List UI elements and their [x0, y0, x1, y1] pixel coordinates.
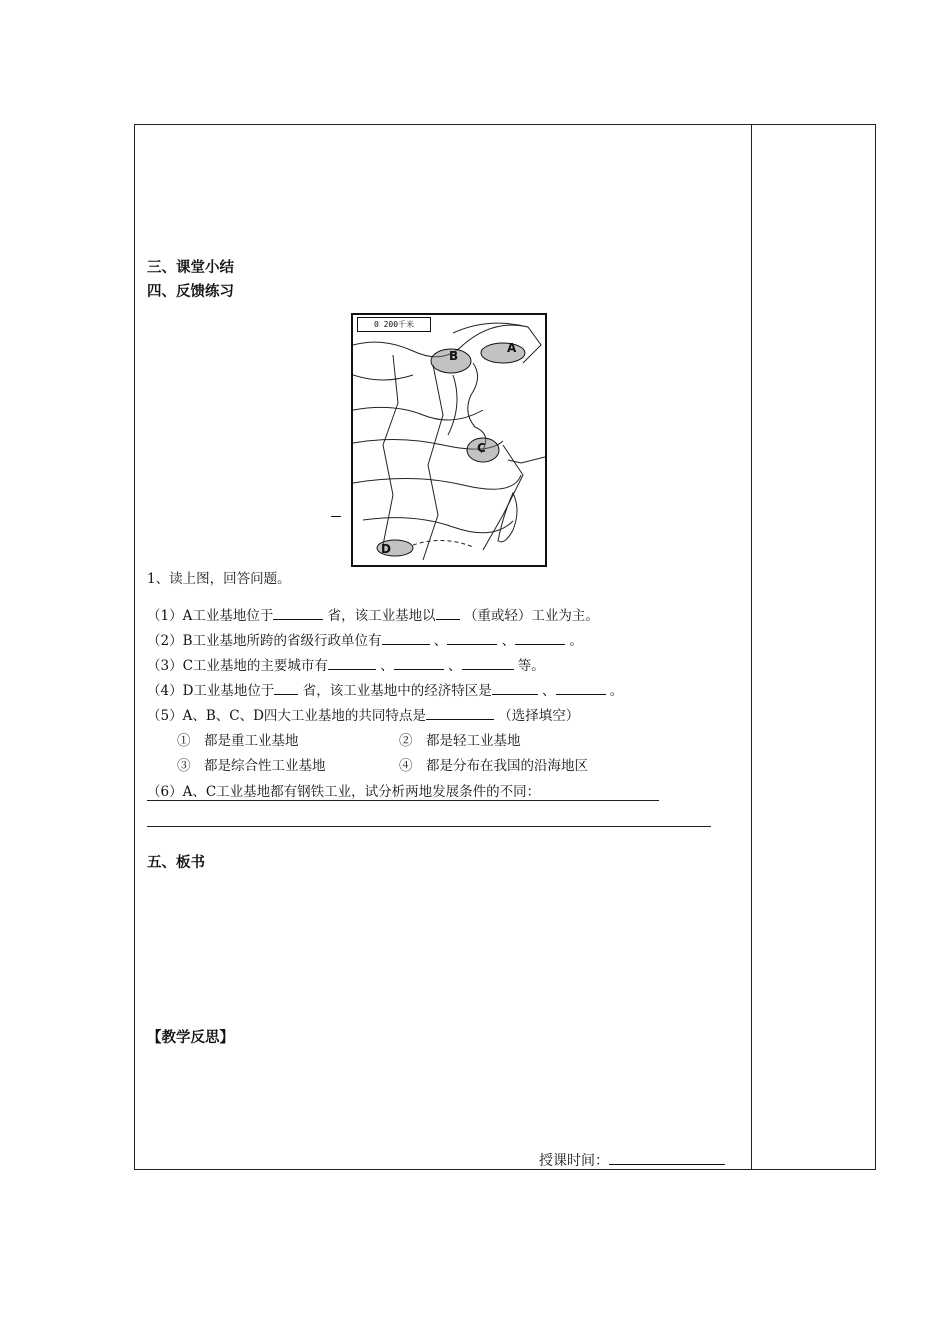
answer-blank[interactable]	[274, 682, 298, 695]
map-label-b: B	[449, 349, 459, 363]
question-intro: 1、读上图，回答问题。	[147, 571, 291, 587]
lesson-plan-frame	[134, 124, 876, 1170]
section-summary: 三、课堂小结	[147, 259, 234, 276]
answer-blank[interactable]	[492, 682, 538, 695]
map-scale: 0 200千米	[357, 317, 431, 332]
answer-blank[interactable]	[273, 607, 323, 620]
answer-line[interactable]	[147, 800, 659, 801]
answer-blank[interactable]	[382, 632, 430, 645]
question-4: （4）D工业基地位于 省，该工业基地中的经济特区是 、 。	[147, 683, 624, 699]
answer-blank[interactable]	[328, 657, 376, 670]
answer-blank[interactable]	[426, 707, 494, 720]
answer-blank[interactable]	[436, 607, 460, 620]
question-2: （2）B工业基地所跨的省级行政单位有 、 、 。	[147, 633, 583, 649]
question-5: （5）A、B、C、D四大工业基地的共同特点是 （选择填空）	[147, 708, 580, 724]
answer-blank[interactable]	[394, 657, 444, 670]
answer-blank[interactable]	[556, 682, 606, 695]
column-divider	[751, 125, 752, 1169]
option-1: ① 都是重工业基地	[177, 733, 299, 749]
map-label-c: C	[477, 441, 486, 455]
section-feedback: 四、反馈练习	[147, 283, 234, 300]
question-6: （6）A、C工业基地都有钢铁工业，试分析两地发展条件的不同：	[147, 784, 541, 800]
answer-blank[interactable]	[462, 657, 514, 670]
answer-blank[interactable]	[447, 632, 497, 645]
option-3: ③ 都是综合性工业基地	[177, 758, 326, 774]
option-2: ② 都是轻工业基地	[399, 733, 521, 749]
answer-line[interactable]	[147, 826, 711, 827]
map-side-mark	[331, 516, 341, 517]
map-label-a: A	[507, 341, 517, 355]
main-column	[147, 125, 747, 1169]
option-4: ④ 都是分布在我国的沿海地区	[399, 758, 588, 774]
industrial-base-map	[351, 313, 547, 567]
teaching-time-blank[interactable]	[609, 1152, 725, 1165]
section-reflection: 【教学反思】	[147, 1029, 234, 1046]
question-3: （3）C工业基地的主要城市有 、 、 等。	[147, 658, 545, 674]
section-board: 五、板书	[147, 854, 205, 871]
question-1: （1）A工业基地位于 省，该工业基地以 （重或轻）工业为主。	[147, 608, 599, 624]
answer-blank[interactable]	[515, 632, 565, 645]
map-label-d: D	[381, 542, 391, 556]
teaching-time: 授课时间：	[539, 1150, 725, 1170]
